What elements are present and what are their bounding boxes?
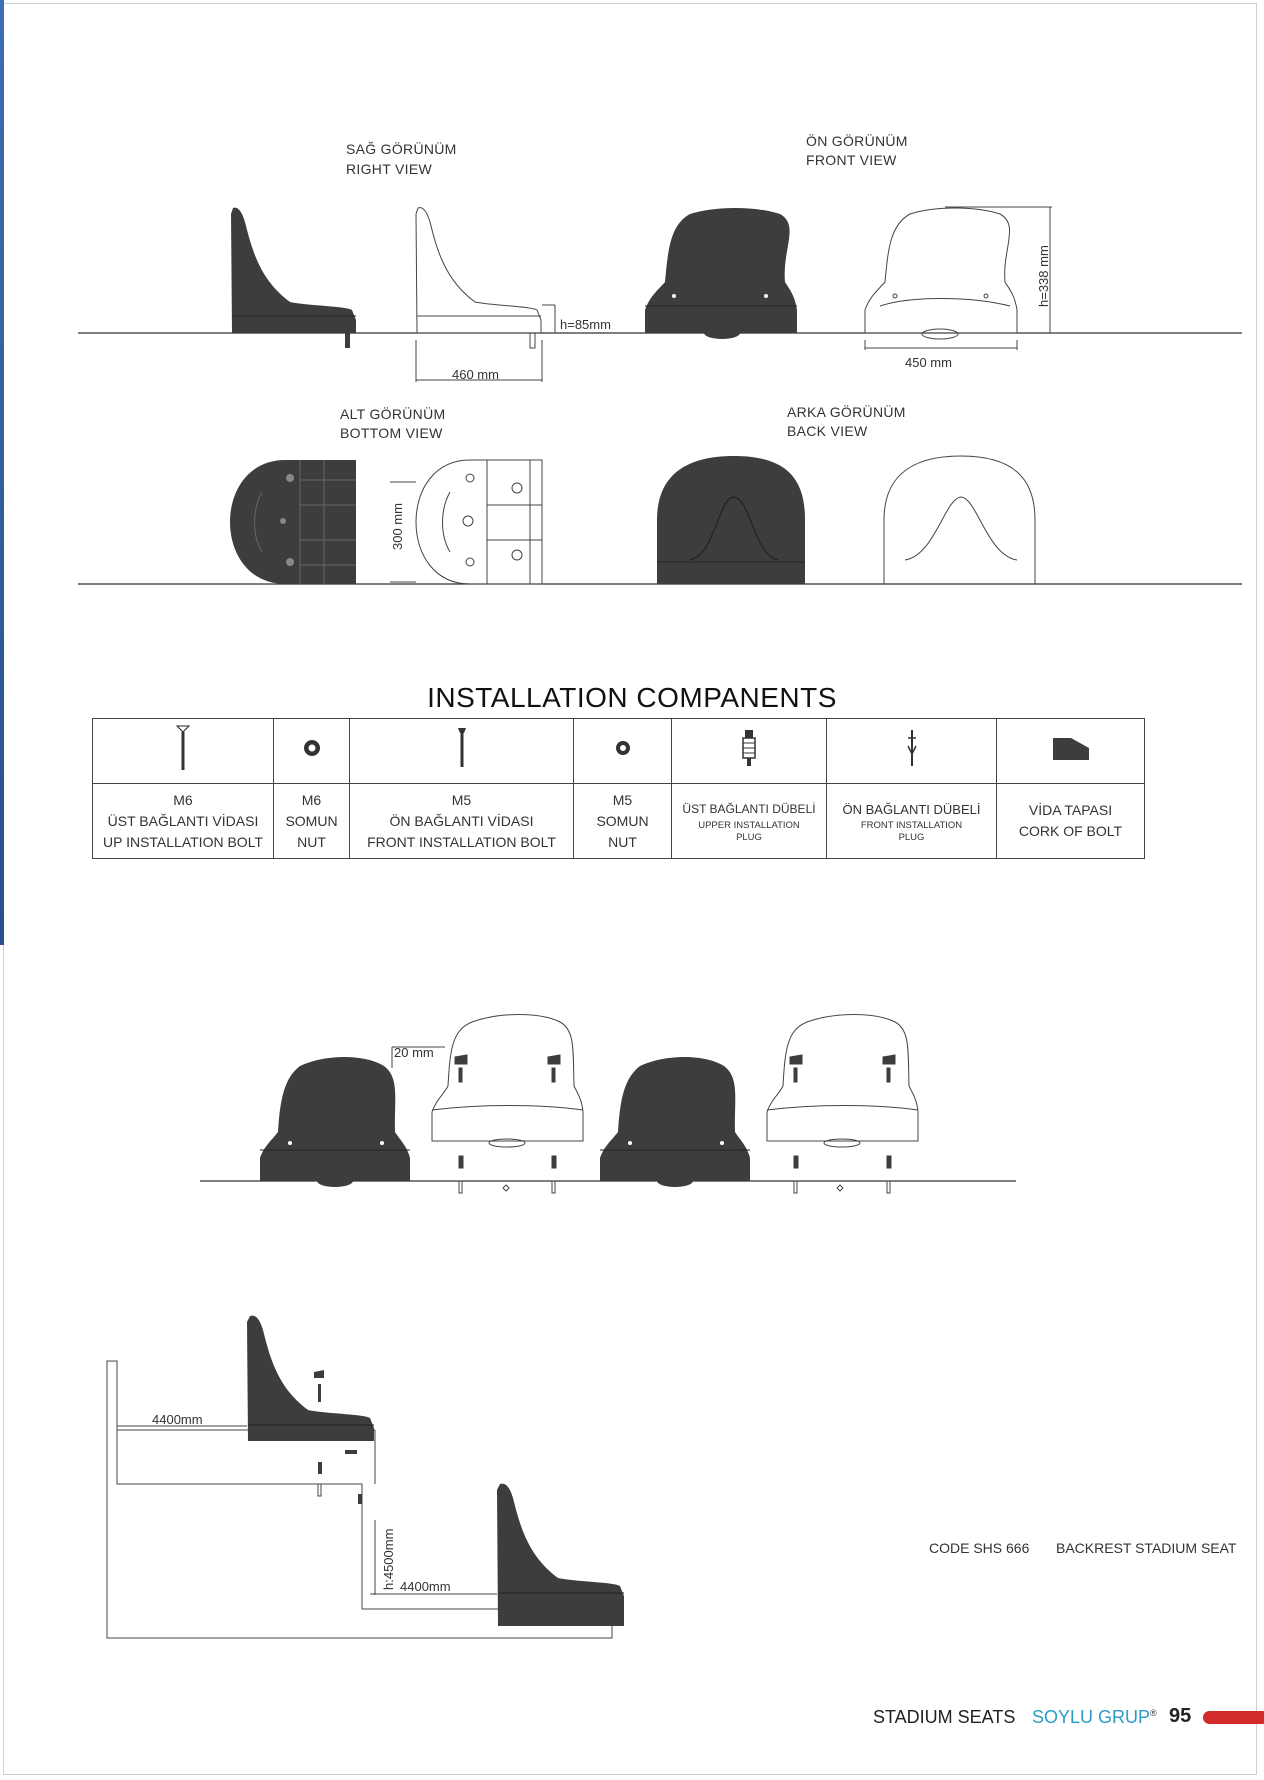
component-up-bolt xyxy=(93,784,274,859)
component-upper-plug xyxy=(672,784,827,859)
seat-front-dark xyxy=(645,208,797,339)
component-name-en-2: PLUG xyxy=(898,831,925,843)
short-bolt-icon xyxy=(455,726,469,770)
footer-accent-bar xyxy=(1203,1711,1264,1724)
dimension-h4500: h:4500mm xyxy=(381,1528,396,1590)
component-name-en: UP INSTALLATION BOLT xyxy=(102,833,263,850)
bottom-view-label-en: BOTTOM VIEW xyxy=(340,425,443,441)
component-name-tr: SOMUN xyxy=(596,812,649,829)
component-m6-nut xyxy=(274,784,350,859)
component-name-en-2: PLUG xyxy=(736,831,762,843)
right-view-label-tr: SAĞ GÖRÜNÜM xyxy=(346,141,457,157)
component-size: M6 xyxy=(173,791,193,808)
component-m5-nut xyxy=(574,784,672,859)
registered-mark: ® xyxy=(1150,1708,1157,1718)
installation-components-table xyxy=(92,718,1145,859)
back-view-label-tr: ARKA GÖRÜNÜM xyxy=(787,404,906,420)
component-name-en: NUT xyxy=(608,833,637,850)
installation-icons-row xyxy=(93,719,1145,784)
component-size: M6 xyxy=(301,791,322,808)
page-number: 95 xyxy=(1169,1705,1192,1727)
dimension-step-4400-lower: 4400mm xyxy=(400,1579,451,1594)
bolt-cork-icon xyxy=(1051,734,1091,762)
right-view-label-en: RIGHT VIEW xyxy=(346,161,432,177)
dimension-450: 450 mm xyxy=(905,355,952,370)
component-size: M5 xyxy=(451,791,472,808)
component-name-en: UPPER INSTALLATION xyxy=(698,819,800,831)
seat-bottom-dark xyxy=(230,460,356,584)
footer-brand xyxy=(1032,1707,1157,1728)
seat-side-outline xyxy=(416,208,555,382)
step-seat-lower xyxy=(497,1484,624,1626)
installation-icon-cell xyxy=(997,719,1145,784)
component-front-plug xyxy=(827,784,997,859)
component-name-en: CORK OF BOLT xyxy=(1018,823,1123,839)
front-view-label-tr: ÖN GÖRÜNÜM xyxy=(806,133,908,149)
component-name-tr: ÜST BAĞLANTI DÜBELİ xyxy=(682,801,816,816)
dimension-300: 300 mm xyxy=(390,503,405,550)
seat-side-dark xyxy=(231,208,356,348)
installation-icon-cell xyxy=(827,719,997,784)
installation-labels-row xyxy=(93,784,1145,859)
front-view-label-en: FRONT VIEW xyxy=(806,152,897,168)
installation-icon-cell xyxy=(672,719,827,784)
component-name-en: NUT xyxy=(297,833,326,850)
front-plug-icon xyxy=(905,728,919,768)
nut-icon xyxy=(301,737,323,759)
dimension-step-4400-upper: 4400mm xyxy=(152,1412,203,1427)
installation-icon-cell xyxy=(274,719,350,784)
component-name-tr: ÖN BAĞLANTI DÜBELİ xyxy=(842,801,981,817)
component-name-tr: ÜST BAĞLANTI VİDASI xyxy=(107,812,259,829)
dimension-h85: h=85mm xyxy=(560,317,611,332)
seat-back-dark xyxy=(657,456,805,584)
component-bolt-cork xyxy=(997,784,1145,859)
product-code: CODE SHS 666 xyxy=(929,1540,1030,1556)
component-name-tr: SOMUN xyxy=(285,812,338,829)
component-name-tr: VİDA TAPASI xyxy=(1028,802,1113,818)
component-size: M5 xyxy=(612,791,633,808)
seat-back-outline xyxy=(884,456,1035,584)
seat-bottom-outline xyxy=(390,460,542,584)
step-seat-upper xyxy=(247,1316,374,1504)
assembly-seat-dark-1 xyxy=(260,1057,410,1187)
installation-icon-cell xyxy=(574,719,672,784)
dimension-460: 460 mm xyxy=(452,367,499,382)
assembly-seat-dark-2 xyxy=(600,1057,750,1187)
installation-title: INSTALLATION COMPANENTS xyxy=(427,682,837,713)
assembly-seat-outline-2 xyxy=(767,1015,918,1148)
bottom-view-label-tr: ALT GÖRÜNÜM xyxy=(340,406,446,422)
component-name-en: FRONT INSTALLATION xyxy=(860,819,963,831)
dimension-h338: h=338 mm xyxy=(1036,245,1051,307)
component-front-bolt xyxy=(350,784,574,859)
product-name: BACKREST STADIUM SEAT xyxy=(1056,1540,1237,1556)
nut-icon xyxy=(614,739,632,757)
upper-plug-icon xyxy=(740,728,758,768)
installation-icon-cell xyxy=(350,719,574,784)
long-bolt-icon xyxy=(173,723,193,773)
brand-name: SOYLU GRUP xyxy=(1032,1707,1151,1727)
component-name-en: FRONT INSTALLATION BOLT xyxy=(367,833,556,850)
installation-icon-cell xyxy=(93,719,274,784)
dimension-gap-20: 20 mm xyxy=(394,1045,434,1060)
seat-front-outline xyxy=(865,207,1052,350)
footer-section-label: STADIUM SEATS xyxy=(873,1707,1016,1727)
back-view-label-en: BACK VIEW xyxy=(787,423,868,439)
component-name-tr: ÖN BAĞLANTI VİDASI xyxy=(389,812,534,829)
